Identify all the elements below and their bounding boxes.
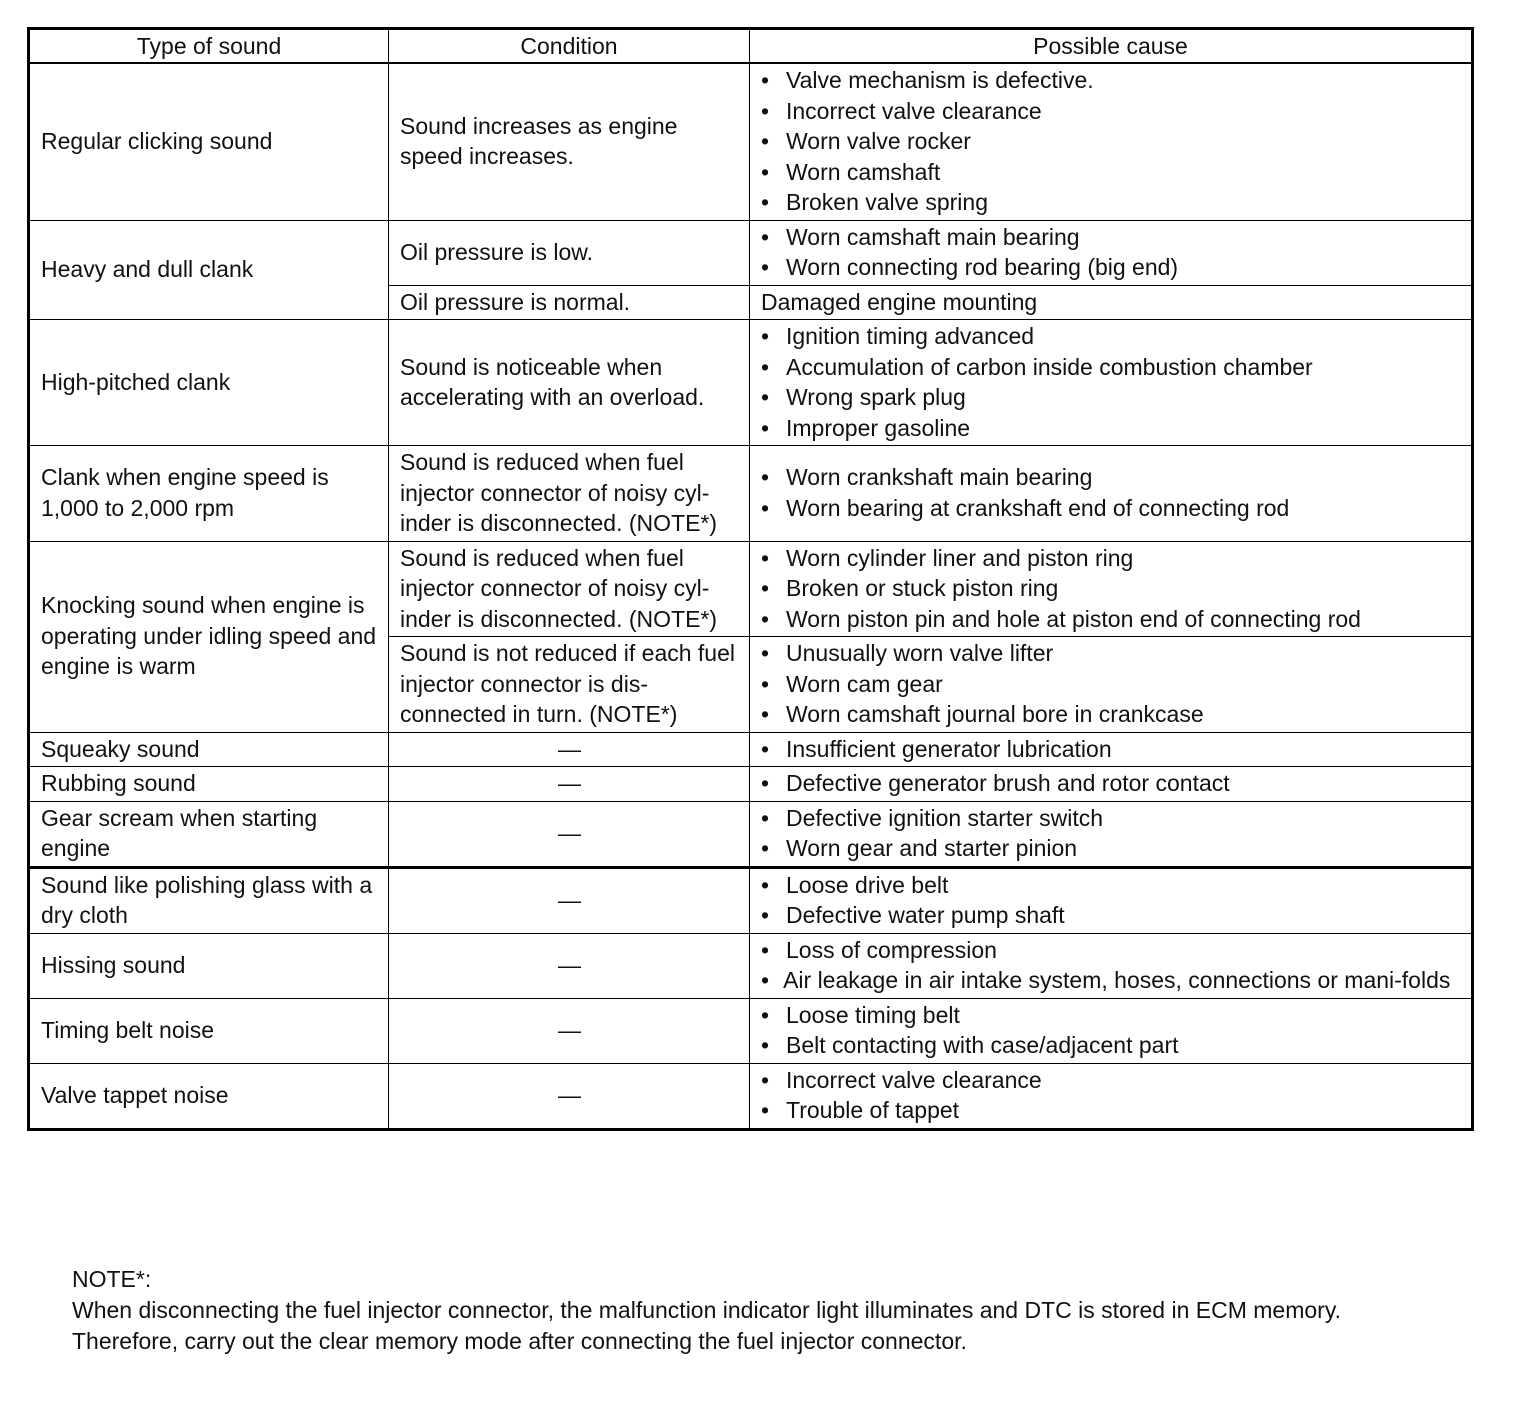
type-of-sound-cell: Squeaky sound: [29, 732, 389, 767]
cause-item: • Loose timing belt: [761, 1000, 1461, 1031]
condition-cell: —: [389, 867, 750, 933]
possible-cause-cell: [750, 732, 1473, 767]
table-row: [29, 220, 1473, 285]
cause-item: • Unusually worn valve lifter: [761, 638, 1461, 669]
table-row: [29, 801, 1473, 867]
possible-cause-cell: [750, 1063, 1473, 1129]
cause-item: • Worn cam gear: [761, 669, 1461, 700]
cause-item: • Air leakage in air intake system, hoses, connections or mani-folds: [761, 965, 1461, 996]
table-row: [29, 933, 1473, 998]
type-of-sound-cell: Clank when engine speed is 1,000 to 2,000 rpm: [29, 446, 389, 542]
cause-list: [761, 321, 1461, 443]
cause-list: [761, 638, 1461, 730]
cause-item: • Ignition timing advanced: [761, 321, 1461, 352]
footnote: [72, 1264, 1341, 1357]
table-row: [29, 63, 1473, 220]
cause-item: • Incorrect valve clearance: [761, 96, 1461, 127]
condition-cell: —: [389, 998, 750, 1063]
possible-cause-cell: Damaged engine mounting: [750, 285, 1473, 320]
cause-item: • Broken valve spring: [761, 187, 1461, 218]
cause-item: • Defective water pump shaft: [761, 900, 1461, 931]
possible-cause-cell: [750, 933, 1473, 998]
condition-cell: —: [389, 732, 750, 767]
note-title: NOTE*:: [72, 1266, 152, 1292]
type-of-sound-cell: Valve tappet noise: [29, 1063, 389, 1129]
header-possible-cause: Possible cause: [750, 29, 1473, 64]
possible-cause-cell: [750, 446, 1473, 542]
condition-cell: Oil pressure is normal.: [389, 285, 750, 320]
cause-item: • Worn connecting rod bearing (big end): [761, 252, 1461, 283]
cause-item: • Accumulation of carbon inside combustion chamber: [761, 352, 1461, 383]
cause-list: [761, 1065, 1461, 1126]
table-row: [29, 446, 1473, 542]
type-of-sound-cell: Rubbing sound: [29, 767, 389, 802]
cause-item: • Worn cylinder liner and piston ring: [761, 543, 1461, 574]
condition-cell: Oil pressure is low.: [389, 220, 750, 285]
table-header-row: [29, 29, 1473, 64]
condition-cell: Sound is reduced when fuel injector connector of noisy cyl-inder is disconnected. (NOTE*): [389, 446, 750, 542]
type-of-sound-cell: High-pitched clank: [29, 320, 389, 446]
possible-cause-cell: [750, 867, 1473, 933]
table-row: [29, 1063, 1473, 1129]
possible-cause-cell: [750, 801, 1473, 867]
header-condition: Condition: [389, 29, 750, 64]
cause-list: [761, 462, 1461, 523]
cause-item: • Valve mechanism is defective.: [761, 65, 1461, 96]
possible-cause-cell: [750, 998, 1473, 1063]
cause-item: • Worn camshaft: [761, 157, 1461, 188]
cause-list: [761, 935, 1461, 996]
possible-cause-cell: [750, 541, 1473, 637]
condition-cell: —: [389, 933, 750, 998]
table-row: [29, 320, 1473, 446]
cause-list: [761, 803, 1461, 864]
cause-item: • Defective ignition starter switch: [761, 803, 1461, 834]
cause-item: • Insufficient generator lubrication: [761, 734, 1461, 765]
condition-cell: Sound increases as engine speed increases.: [389, 63, 750, 220]
cause-list: [761, 734, 1461, 765]
type-of-sound-cell: Knocking sound when engine is operating under idling speed and engine is warm: [29, 541, 389, 732]
cause-item: • Worn camshaft journal bore in crankcase: [761, 699, 1461, 730]
cause-list: [761, 1000, 1461, 1061]
cause-item: • Worn bearing at crankshaft end of connecting rod: [761, 493, 1461, 524]
cause-item: • Trouble of tappet: [761, 1095, 1461, 1126]
table-body: [29, 63, 1473, 1129]
cause-list: [761, 870, 1461, 931]
table-row: [29, 767, 1473, 802]
header-type-of-sound: Type of sound: [29, 29, 389, 64]
table-row: [29, 732, 1473, 767]
cause-item: • Improper gasoline: [761, 413, 1461, 444]
cause-item: • Worn crankshaft main bearing: [761, 462, 1461, 493]
cause-item: • Belt contacting with case/adjacent part: [761, 1030, 1461, 1061]
condition-cell: —: [389, 767, 750, 802]
cause-item: • Incorrect valve clearance: [761, 1065, 1461, 1096]
cause-item: • Broken or stuck piston ring: [761, 573, 1461, 604]
cause-item: • Loss of compression: [761, 935, 1461, 966]
type-of-sound-cell: Timing belt noise: [29, 998, 389, 1063]
cause-item: • Worn gear and starter pinion: [761, 833, 1461, 864]
engine-noise-table: [27, 27, 1474, 1131]
note-line: Therefore, carry out the clear memory mode after connecting the fuel injector connector.: [72, 1328, 967, 1354]
condition-cell: Sound is noticeable when accelerating with an overload.: [389, 320, 750, 446]
condition-cell: Sound is not reduced if each fuel injector connector is dis-connected in turn. (NOTE*): [389, 637, 750, 733]
type-of-sound-cell: Gear scream when starting engine: [29, 801, 389, 867]
table-row: [29, 998, 1473, 1063]
cause-list: [761, 768, 1461, 799]
condition-cell: —: [389, 801, 750, 867]
table-row: [29, 867, 1473, 933]
type-of-sound-cell: Sound like polishing glass with a dry cloth: [29, 867, 389, 933]
type-of-sound-cell: Heavy and dull clank: [29, 220, 389, 320]
note-line: When disconnecting the fuel injector connector, the malfunction indicator light illuminates and DTC is stored in ECM memory.: [72, 1297, 1341, 1323]
cause-item: • Wrong spark plug: [761, 382, 1461, 413]
condition-cell: —: [389, 1063, 750, 1129]
condition-cell: Sound is reduced when fuel injector connector of noisy cyl-inder is disconnected. (NOTE*): [389, 541, 750, 637]
type-of-sound-cell: Regular clicking sound: [29, 63, 389, 220]
type-of-sound-cell: Hissing sound: [29, 933, 389, 998]
possible-cause-cell: [750, 767, 1473, 802]
cause-item: • Defective generator brush and rotor contact: [761, 768, 1461, 799]
possible-cause-cell: [750, 220, 1473, 285]
cause-list: [761, 543, 1461, 635]
cause-list: [761, 65, 1461, 218]
cause-item: • Worn piston pin and hole at piston end of connecting rod: [761, 604, 1461, 635]
possible-cause-cell: [750, 637, 1473, 733]
possible-cause-cell: [750, 320, 1473, 446]
table-row: [29, 541, 1473, 637]
possible-cause-cell: [750, 63, 1473, 220]
cause-item: • Worn camshaft main bearing: [761, 222, 1461, 253]
cause-list: [761, 222, 1461, 283]
cause-item: • Loose drive belt: [761, 870, 1461, 901]
cause-item: • Worn valve rocker: [761, 126, 1461, 157]
